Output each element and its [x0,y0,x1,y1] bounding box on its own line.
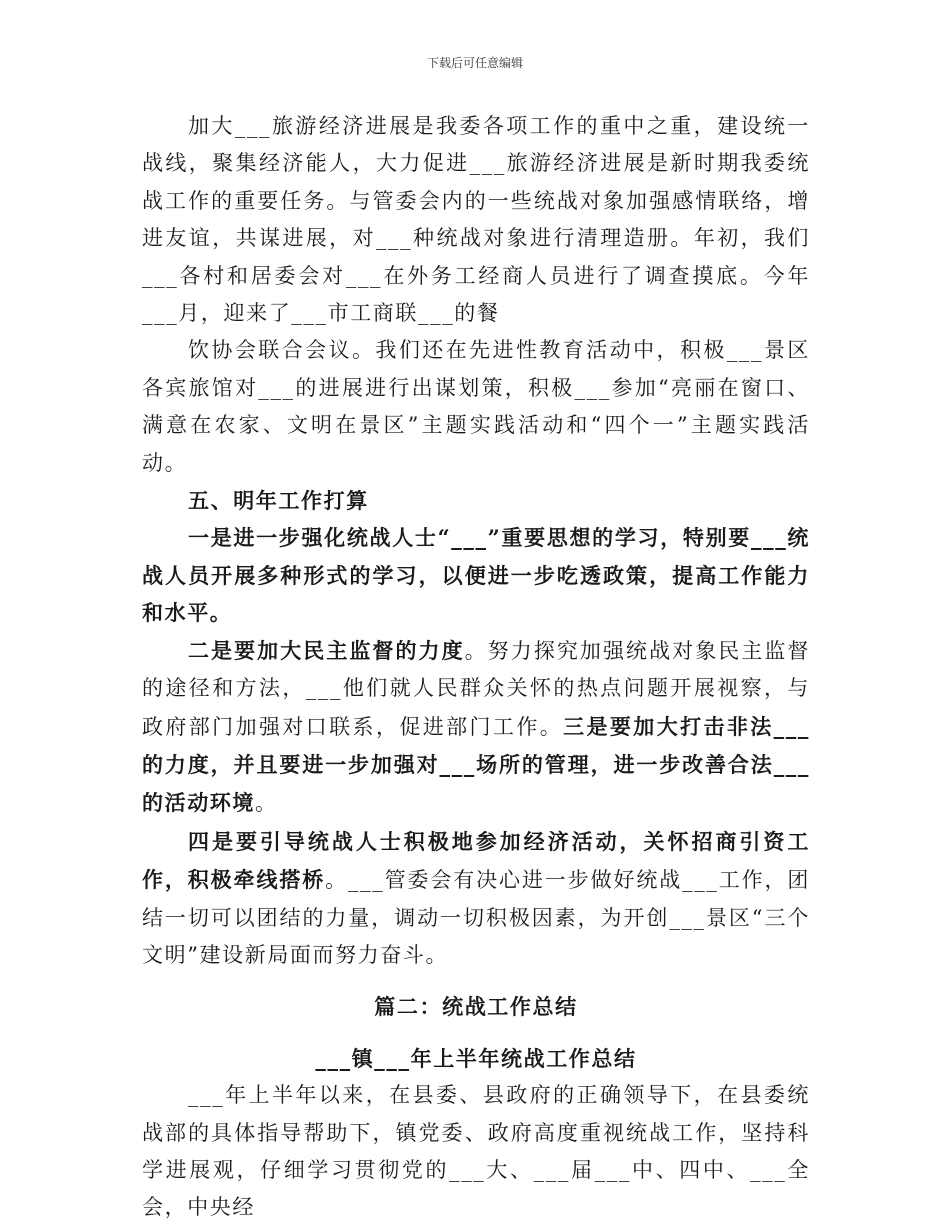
point-three-end: 。 [255,791,278,816]
paragraph-point-four [142,823,810,975]
document-body [142,108,810,1227]
paragraph-point-two-three [142,632,810,823]
paragraph-half-year: ___年上半年以来，在县委、县政府的正确领导下，在县委统战部的具体指导帮助下，镇党委、政府高度重视统战工作，坚持科学进展观，仔细学习贯彻党的___大、___届___中、四中、___全会，中央经 [142,1083,810,1220]
point-two-lead: 二是要加大民主监督的力度 [188,637,465,663]
point-three-lead: 三是要加大打击非法___的力度，并且要进一步加强对___场所的管理，进一步改善合法___的活动环境 [142,713,810,816]
paragraph-tourism: 加大___旅游经济进展是我委各项工作的重中之重，建设统一战线，聚集经济能人，大力促进___旅游经济进展是新时期我委统战工作的重要任务。与管委会内的一些统战对象加强感情联络，增进友谊，共谋进展，对___种统战对象进行清理造册。年初，我们___各村和居委会对___在外务工经商人员进行了调查摸底。今年___月，迎来了___市工商联___的餐 [142,114,810,326]
point-four-lead: 四是要引导统战人士积极地参加经济活动，关怀招商引资工作，积极牵线搭桥 [142,828,810,893]
section-title: 篇二：统战工作总结 [374,994,578,1020]
page-header: 下载后可任意编辑 [426,56,523,70]
point-four-body: 。___管委会有决心进一步做好统战___工作，团结一切可以团结的力量，调动一切积极因素，为开创___景区“三个文明”建设新局面而努力奋斗。 [142,868,810,967]
paragraph-catering: 饮协会联合会议。我们还在先进性教育活动中，积极___景区各宾旅馆对___的进展进行出谋划策，积极___参加“亮丽在窗口、满意在农家、文明在景区”主题实践活动和“四个一”主题实践活动。 [142,338,810,475]
section-heading-next-year: 五、明年工作打算 [188,488,369,514]
point-two-body: 。努力探究加强统战对象民主监督的途径和方法，___他们就人民群众关怀的热点问题开展视察，与政府部门加强对口联系，促进部门工作。 [142,638,811,739]
paragraph-point-one: 一是进一步强化统战人士“___”重要思想的学习，特别要___统战人员开展多种形式的学习，以便进一步吃透政策，提高工作能力和水平。 [142,525,810,626]
sub-title: ___镇___年上半年统战工作总结 [315,1045,637,1071]
